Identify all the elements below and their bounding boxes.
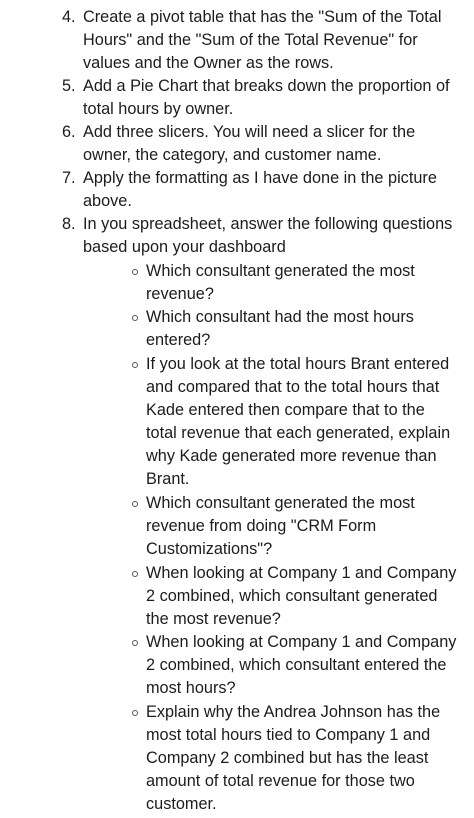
step-text [83,213,463,259]
step-text [83,75,463,121]
question-line: and compared that to the total hours that [146,378,440,396]
question-line: When looking at Company 1 and Company [146,633,457,651]
hollow-bullet-icon [132,353,140,361]
step-text [83,167,463,213]
question-line: Which consultant generated the most [146,494,415,512]
question-text [146,306,466,352]
step-number: 7. [62,169,76,187]
question-line: Explain why the Andrea Johnson has the [146,703,441,721]
question-line: When looking at Company 1 and Company [146,564,457,582]
step-line: total hours by owner. [83,100,234,118]
question-line: total revenue that each generated, explain [146,424,451,442]
question-text [146,631,466,700]
question-text [146,562,466,631]
hollow-bullet-icon [132,562,140,570]
question-text [146,701,466,816]
question-line: the most revenue? [146,610,281,628]
step-text [83,121,463,167]
question-line: revenue from doing "CRM Form [146,517,377,535]
question-line: Customizations"? [146,540,273,558]
question-line: most total hours tied to Company 1 and [146,726,431,744]
step-text [83,6,463,75]
step-number: 4. [62,8,76,26]
hollow-bullet-icon [132,306,140,314]
step-line: Add three slicers. You will need a slicer for the [83,123,416,141]
question-line: Kade entered then compare that to the [146,401,425,419]
question-line: Company 2 combined but has the least [146,749,429,767]
question-line: revenue? [146,285,214,303]
question-line: amount of total revenue for those two [146,772,415,790]
step-number: 5. [62,77,76,95]
question-text [146,353,466,491]
question-line: customer. [146,795,217,813]
question-text [146,492,466,561]
step-number: 8. [62,215,76,233]
step-line: Create a pivot table that has the "Sum of the Total [83,8,442,26]
hollow-bullet-icon [132,701,140,709]
step-line: above. [83,192,132,210]
hollow-bullet-icon [132,260,140,268]
step-line: based upon your dashboard [83,238,286,256]
question-text [146,260,466,306]
question-line: 2 combined, which consultant entered the [146,656,447,674]
question-line: Which consultant had the most hours [146,308,414,326]
hollow-bullet-icon [132,492,140,500]
step-number: 6. [62,123,76,141]
hollow-bullet-icon [132,631,140,639]
question-line: Which consultant generated the most [146,262,415,280]
step-line: Hours" and the "Sum of the Total Revenue" for [83,31,418,49]
step-line: values and the Owner as the rows. [83,54,334,72]
step-line: Apply the formatting as I have done in the picture [83,169,437,187]
question-line: entered? [146,331,211,349]
question-line: If you look at the total hours Brant entered [146,355,450,373]
question-line: 2 combined, which consultant generated [146,587,438,605]
question-line: most hours? [146,679,236,697]
question-line: why Kade generated more revenue than [146,447,437,465]
step-line: In you spreadsheet, answer the following questions [83,215,453,233]
step-line: owner, the category, and customer name. [83,146,382,164]
question-line: Brant. [146,470,190,488]
step-line: Add a Pie Chart that breaks down the proportion of [83,77,450,95]
